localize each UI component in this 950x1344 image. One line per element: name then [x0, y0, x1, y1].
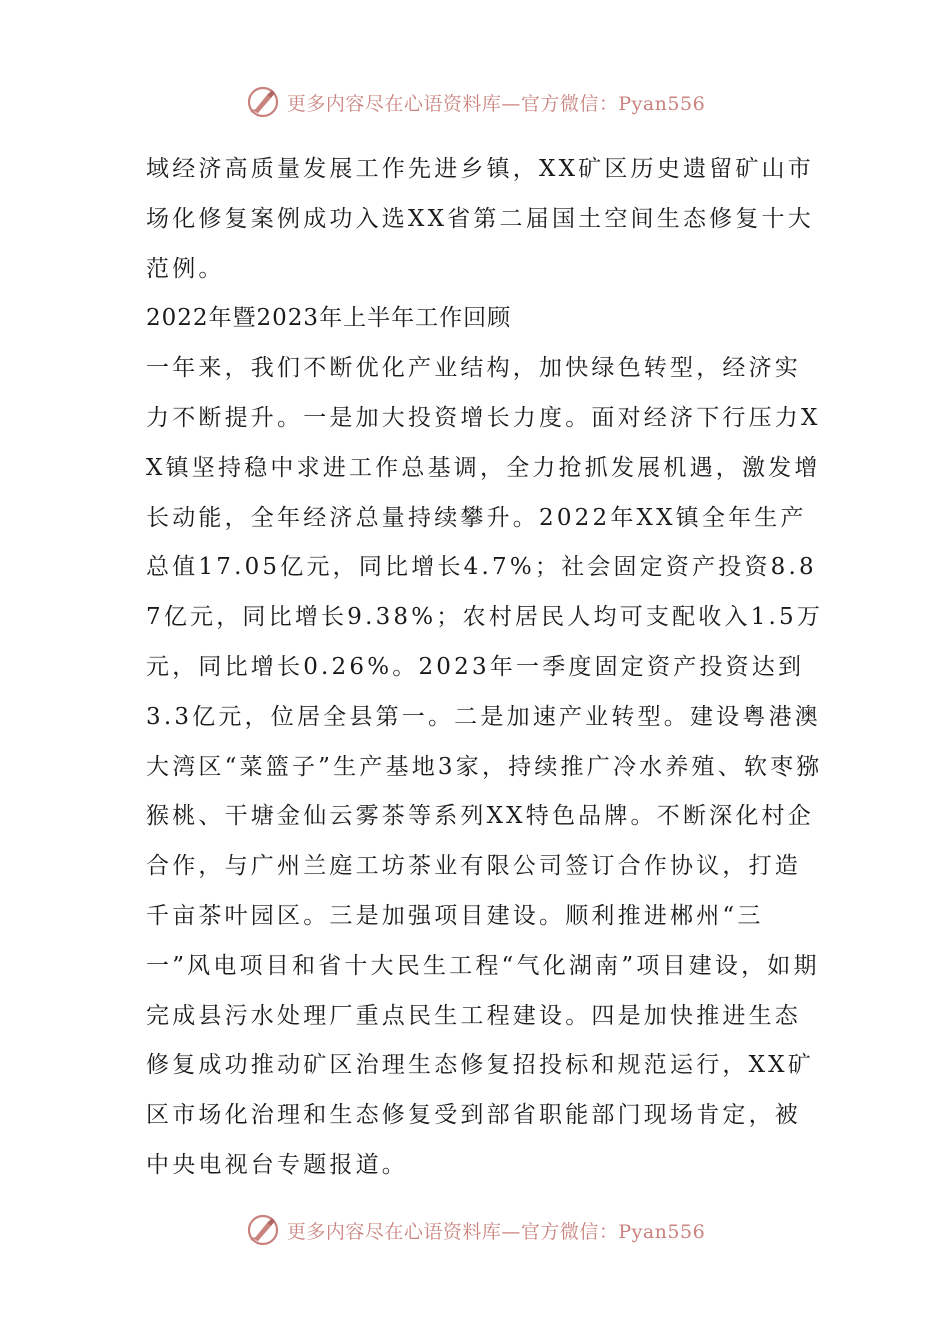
- pen-nib-circle-logo-icon: [245, 1212, 281, 1248]
- header-watermark: [0, 82, 950, 122]
- paragraph-intro-continuation: 域经济高质量发展工作先进乡镇，XX矿区历史遗留矿山市场化修复案例成功入选XX省第二届国土空间生态修复十大范例。: [146, 156, 814, 282]
- document-body: [146, 145, 826, 1191]
- paragraph-review: 一年来，我们不断优化产业结构，加快绿色转型，经济实力不断提升。一是加大投资增长力度。面对经济下行压力XX镇坚持稳中求进工作总基调，全力抢抓发展机遇，激发增长动能，全年经济总量持续攀升。2022年XX镇全年生产总值17.05亿元，同比增长4.7%；社会固定资产投资8.87亿元，同比增长9.38%；农村居民人均可支配收入1.5万元，同比增长0.26%。2023年一季度固定资产投资达到3.3亿元，位居全县第一。二是加速产业转型。建设粤港澳大湾区“菜篮子”生产基地3家，持续推广冷水养殖、软枣猕猴桃、干塘金仙云雾茶等系列XX特色品牌。不断深化村企合作，与广州兰庭工坊茶业有限公司签订合作协议，打造千亩茶叶园区。三是加强项目建设。顺利推进郴州“三一”风电项目和省十大民生工程“气化湖南”项目建设，如期完成县污水处理厂重点民生工程建设。四是加快推进生态修复成功推动矿区治理生态修复招投标和规范运行，XX矿区市场化治理和生态修复受到部省职能部门现场肯定，被中央电视台专题报道。: [146, 355, 824, 1178]
- section-heading: 2022年暨2023年上半年工作回顾: [146, 305, 512, 332]
- pen-nib-circle-logo-icon: [245, 84, 281, 120]
- footer-watermark: [0, 1210, 950, 1250]
- watermark-text: 更多内容尽在心语资料库—官方微信：Pyan556: [286, 92, 706, 115]
- watermark-text: 更多内容尽在心语资料库—官方微信：Pyan556: [286, 1220, 706, 1243]
